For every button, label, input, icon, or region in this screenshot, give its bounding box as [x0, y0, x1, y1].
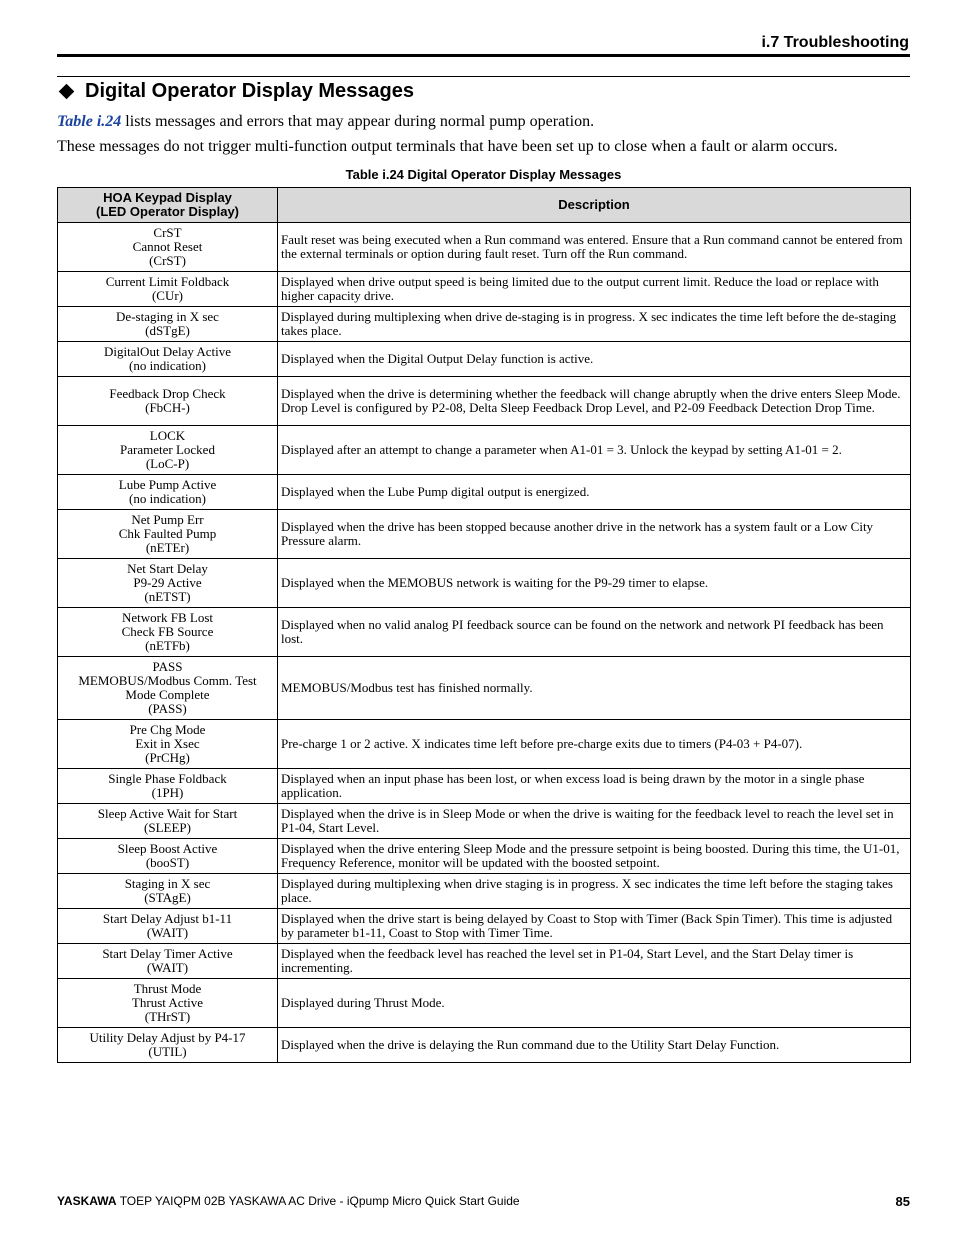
table-row — [58, 874, 911, 909]
table-row — [58, 342, 911, 377]
display-cell: PASS MEMOBUS/Modbus Comm. Test Mode Complete (PASS) — [58, 657, 278, 720]
display-cell: De-staging in X sec (dSTgE) — [58, 307, 278, 342]
table-row — [58, 559, 911, 608]
display-cell: Thrust Mode Thrust Active (THrST) — [58, 979, 278, 1028]
table-row — [58, 909, 911, 944]
intro-paragraph-1 — [57, 113, 594, 131]
description-cell: Displayed when the drive has been stopped because another drive in the network has a system fault or a Low City Pressure alarm. — [278, 510, 911, 559]
description-cell: Displayed during multiplexing when drive staging is in progress. X sec indicates the time left before the staging takes place. — [278, 874, 911, 909]
intro-text-1: lists messages and errors that may appear during normal pump operation. — [121, 113, 595, 130]
display-cell: Network FB Lost Check FB Source (nETFb) — [58, 608, 278, 657]
table-row — [58, 720, 911, 769]
page-number: 85 — [895, 1194, 910, 1209]
description-cell: Displayed when no valid analog PI feedback source can be found on the network and network PI feedback has been lost. — [278, 608, 911, 657]
display-cell: Current Limit Foldback (CUr) — [58, 272, 278, 307]
table-row — [58, 307, 911, 342]
description-cell: Displayed when the drive is in Sleep Mode or when the drive is waiting for the feedback level to reach the level set in P1-04, Start Level. — [278, 804, 911, 839]
page-title: Digital Operator Display Messages — [85, 80, 415, 102]
description-cell: Displayed during multiplexing when drive de-staging is in progress. X sec indicates the time left before the de-staging takes place. — [278, 307, 911, 342]
display-cell: Sleep Boost Active (booST) — [58, 839, 278, 874]
display-cell: Sleep Active Wait for Start (SLEEP) — [58, 804, 278, 839]
footer-text: TOEP YAIQPM 02B YASKAWA AC Drive - iQpump Micro Quick Start Guide — [116, 1194, 520, 1208]
diamond-bullet-icon — [59, 84, 75, 100]
table-row — [58, 944, 911, 979]
display-cell: CrST Cannot Reset (CrST) — [58, 223, 278, 272]
display-cell: Lube Pump Active (no indication) — [58, 475, 278, 510]
description-cell: Displayed after an attempt to change a parameter when A1-01 = 3. Unlock the keypad by setting A1-01 = 2. — [278, 426, 911, 475]
table-row — [58, 804, 911, 839]
header-rule — [57, 54, 910, 57]
footer — [57, 1194, 520, 1208]
description-cell: Pre-charge 1 or 2 active. X indicates time left before pre-charge exits due to timers (P4-03 + P4-07). — [278, 720, 911, 769]
section-header: i.7 Troubleshooting — [761, 34, 909, 51]
table-row — [58, 657, 911, 720]
table-caption: Table i.24 Digital Operator Display Messages — [345, 167, 622, 182]
table-reference-link[interactable]: Table i.24 — [57, 113, 122, 130]
table-row — [58, 377, 911, 426]
table-row — [58, 608, 911, 657]
intro-paragraph-2: These messages do not trigger multi-function output terminals that have been set up to close when a fault or alarm occurs. — [57, 138, 838, 155]
display-cell: Net Start Delay P9-29 Active (nETST) — [58, 559, 278, 608]
table-row — [58, 510, 911, 559]
display-cell: Utility Delay Adjust by P4-17 (UTIL) — [58, 1028, 278, 1063]
table-row — [58, 475, 911, 510]
column-header-display-line2: (LED Operator Display) — [95, 204, 240, 219]
table-row — [58, 223, 911, 272]
table-row — [58, 979, 911, 1028]
display-cell: Feedback Drop Check (FbCH-) — [58, 377, 278, 426]
table-header-row — [58, 188, 911, 223]
description-cell: Displayed when the drive is delaying the Run command due to the Utility Start Delay Function. — [278, 1028, 911, 1063]
description-cell: Displayed when drive output speed is being limited due to the output current limit. Reduce the load or replace with higher capacity drive. — [278, 272, 911, 307]
messages-table — [57, 187, 911, 1063]
description-cell: Displayed when the MEMOBUS network is waiting for the P9-29 timer to elapse. — [278, 559, 911, 608]
table-row — [58, 769, 911, 804]
display-cell: Net Pump Err Chk Faulted Pump (nETEr) — [58, 510, 278, 559]
display-cell: DigitalOut Delay Active (no indication) — [58, 342, 278, 377]
description-cell: Displayed when the Lube Pump digital output is energized. — [278, 475, 911, 510]
description-cell: Displayed during Thrust Mode. — [278, 979, 911, 1028]
display-cell: Single Phase Foldback (1PH) — [58, 769, 278, 804]
display-cell: LOCK Parameter Locked (LoC-P) — [58, 426, 278, 475]
title-rule — [57, 76, 910, 77]
description-cell: MEMOBUS/Modbus test has finished normally. — [278, 657, 911, 720]
table-row — [58, 839, 911, 874]
column-header-display-line1: HOA Keypad Display — [103, 190, 232, 205]
display-cell: Start Delay Adjust b1-11 (WAIT) — [58, 909, 278, 944]
table-row — [58, 426, 911, 475]
description-cell: Fault reset was being executed when a Run command was entered. Ensure that a Run command cannot be entered from the external terminals or option during fault reset. Turn off the Run command. — [278, 223, 911, 272]
column-header-description: Description — [278, 188, 911, 223]
description-cell: Displayed when the Digital Output Delay function is active. — [278, 342, 911, 377]
display-cell: Staging in X sec (STAgE) — [58, 874, 278, 909]
table-row — [58, 272, 911, 307]
section-title-row — [57, 80, 414, 103]
description-cell: Displayed when an input phase has been lost, or when excess load is being drawn by the motor in a single phase application. — [278, 769, 911, 804]
description-cell: Displayed when the drive is determining whether the feedback will change abruptly when the drive enters Sleep Mode. Drop Level is configured by P2-08, Delta Sleep Feedback Drop Level, and P2-09 Feedback Detection Drop Time. — [278, 377, 911, 426]
description-cell: Displayed when the feedback level has reached the level set in P1-04, Start Level, and the Start Delay timer is incrementing. — [278, 944, 911, 979]
description-cell: Displayed when the drive start is being delayed by Coast to Stop with Timer (Back Spin Timer). This time is adjusted by parameter b1-11, Coast to Stop with Timer Time. — [278, 909, 911, 944]
column-header-display — [58, 188, 278, 223]
display-cell: Pre Chg Mode Exit in Xsec (PrCHg) — [58, 720, 278, 769]
description-cell: Displayed when the drive entering Sleep Mode and the pressure setpoint is being boosted. During this time, the U1-01, Frequency Reference, monitor will be updated with the boosted setpoint. — [278, 839, 911, 874]
footer-brand: YASKAWA — [57, 1194, 117, 1208]
display-cell: Start Delay Timer Active (WAIT) — [58, 944, 278, 979]
table-row — [58, 1028, 911, 1063]
